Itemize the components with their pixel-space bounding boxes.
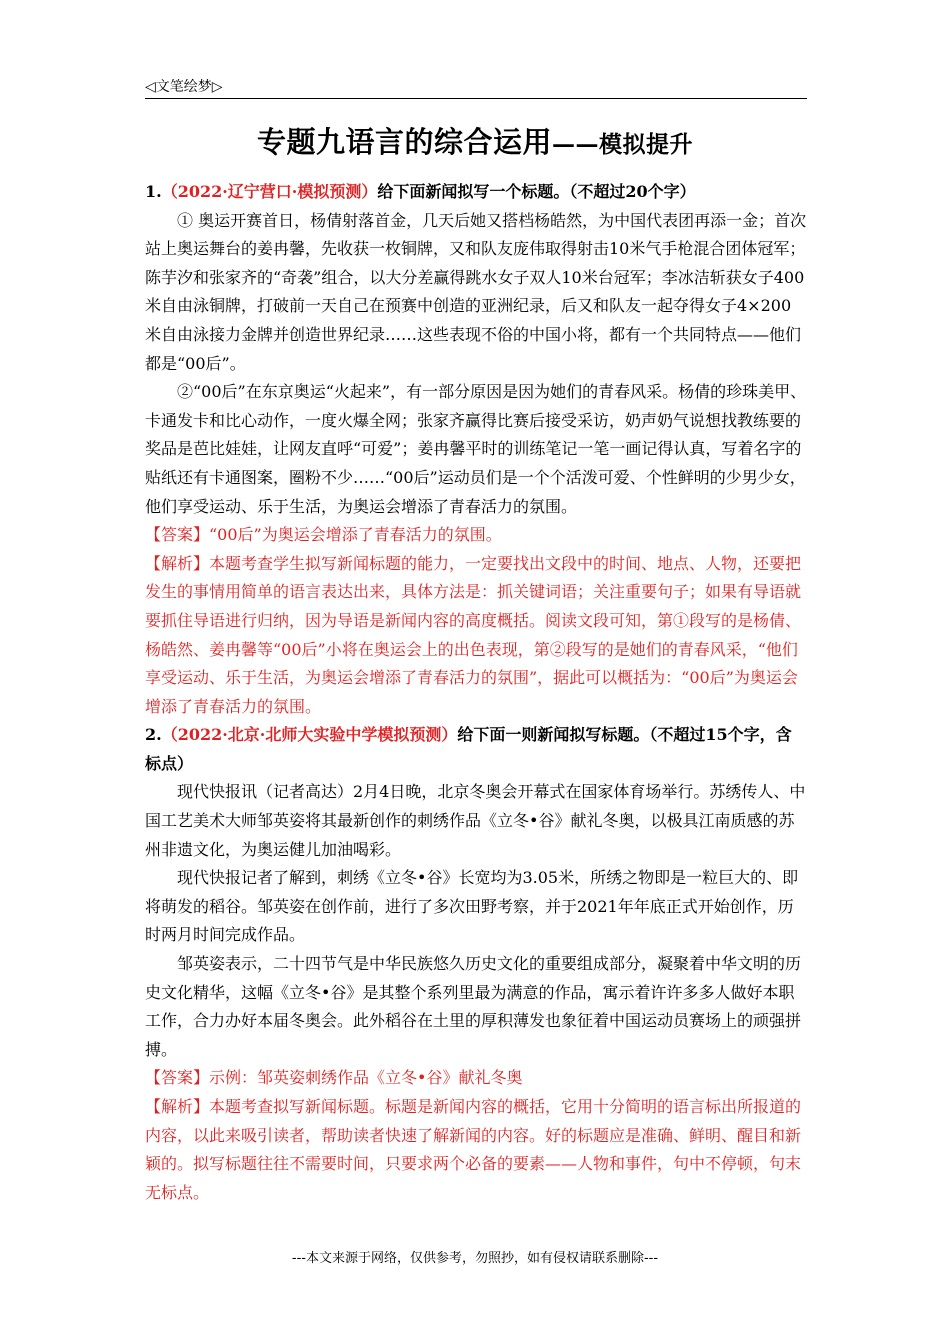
title-main: 专题九语言的综合运用 [256,125,552,159]
question-2-paragraph-3: 邹英姿表示，二十四节气是中华民族悠久历史文化的重要组成部分，凝聚着中华文明的历史文化精华，这幅《立冬•谷》是其整个系列里最为满意的作品，寓示着许许多多人做好本职工作，合力办好本届冬奥会。此外稻谷在土里的厚积薄发也象征着中国运动员赛场上的顽强拼搏。 [145,954,802,1059]
question-1-prompt: 给下面新闻拟写一个标题。（不超过20个字） [377,182,696,201]
question-2-heading [145,721,807,778]
question-1-paragraph-2: ②“00后”在东京奥运“火起来”，有一部分原因是因为她们的青春风采。杨倩的珍珠美甲、卡通发卡和比心动作，一度火爆全网；张家齐赢得比赛后接受采访，奶声奶气说想找教练要的奖品是芭比娃娃，让网友直呼“可爱”；姜冉馨平时的训练笔记一笔一画记得认真，写着名字的贴纸还有卡通图案，圈粉不少……“00后”运动员们是一个个活泼可爱、个性鲜明的少男少女，他们享受运动、乐于生活，为奥运会增添了青春活力的氛围。 [145,382,807,516]
question-2-paragraph-1: 现代快报讯（记者高达）2月4日晚，北京冬奥会开幕式在国家体育场举行。苏绣传人、中国工艺美术大师邹英姿将其最新创作的刺绣作品《立冬•谷》献礼冬奥，以极具江南质感的苏州非遗文化，为奥运健儿加油喝彩。 [145,782,806,859]
page-header [145,72,807,99]
question-1-analysis: 【解析】本题考查学生拟写新闻标题的能力，一定要找出文段中的时间、地点、人物，还要把发生的事情用简单的语言表达出来，具体方法是：抓关键词语；关注重要句子；如果有导语就要抓住导语进行归纳，因为导语是新闻内容的高度概括。阅读文段可知，第①段写的是杨倩、杨皓然、姜冉馨等“00后”小将在奥运会上的出色表现，第②段写的是她们的青春风采，“他们享受运动、乐于生活，为奥运会增添了青春活力的氛围”，据此可以概括为：“00后”为奥运会增添了青春活力的氛围。 [145,553,802,716]
question-1-answer: 【答案】“00后”为奥运会增添了青春活力的氛围。 [145,525,502,545]
question-2-prompt: 给下面一则新闻拟写标题。（不超过15个字，含标点） [145,725,792,773]
question-1-paragraph-1: ① 奥运开赛首日，杨倩射落首金，几天后她又搭档杨皓然，为中国代表团再添一金；首次站上奥运舞台的姜冉馨，先收获一枚铜牌，又和队友庞伟取得射击10米气手枪混合团体冠军；陈芋汐和张家齐的“奇袭”组合，以大分差赢得跳水女子双人10米台冠军；李冰洁斩获女子400米自由泳铜牌，打破前一天自己在预赛中创造的亚洲纪录，后又和队友一起夺得女子4×200米自由泳接力金牌并创造世界纪录……这些表现不俗的中国小将，都有一个共同特点——他们都是“00后”。 [145,210,807,373]
question-1-number: 1. [145,182,162,201]
question-2-answer: 【答案】示例：邹英姿刺绣作品《立冬•谷》献礼冬奥 [145,1068,523,1088]
question-2-source: （2022·北京·北师大实验中学模拟预测） [161,725,458,745]
question-1-source: （2022·辽宁营口·模拟预测） [161,182,378,201]
question-2-paragraph-2: 现代快报记者了解到，刺绣《立冬•谷》长宽均为3.05米，所绣之物即是一粒巨大的、即将萌发的稻谷。邹英姿在创作前，进行了多次田野考察，并于2021年年底正式开始创作，历时两月时间完成作品。 [145,868,799,945]
question-2-analysis: 【解析】本题考查拟写新闻标题。标题是新闻内容的概括，它用十分简明的语言标出所报道的内容，以此来吸引读者，帮助读者快速了解新闻的内容。好的标题应是准确、鲜明、醒目和新颖的。拟写标题往往不需要时间，只要求两个必备的要素——人物和事件，句中不停顿，句末无标点。 [145,1097,802,1202]
document-body [145,178,807,1207]
page-footer: ---本文来源于网络，仅供参考，勿照抄，如有侵权请联系删除--- [291,1251,659,1266]
page-title [0,120,950,161]
header-brand: ◁文笔绘梦▷ [145,79,223,95]
question-1-heading [145,178,807,207]
title-sub: ——模拟提升 [552,131,693,158]
question-2-number: 2. [145,725,162,745]
